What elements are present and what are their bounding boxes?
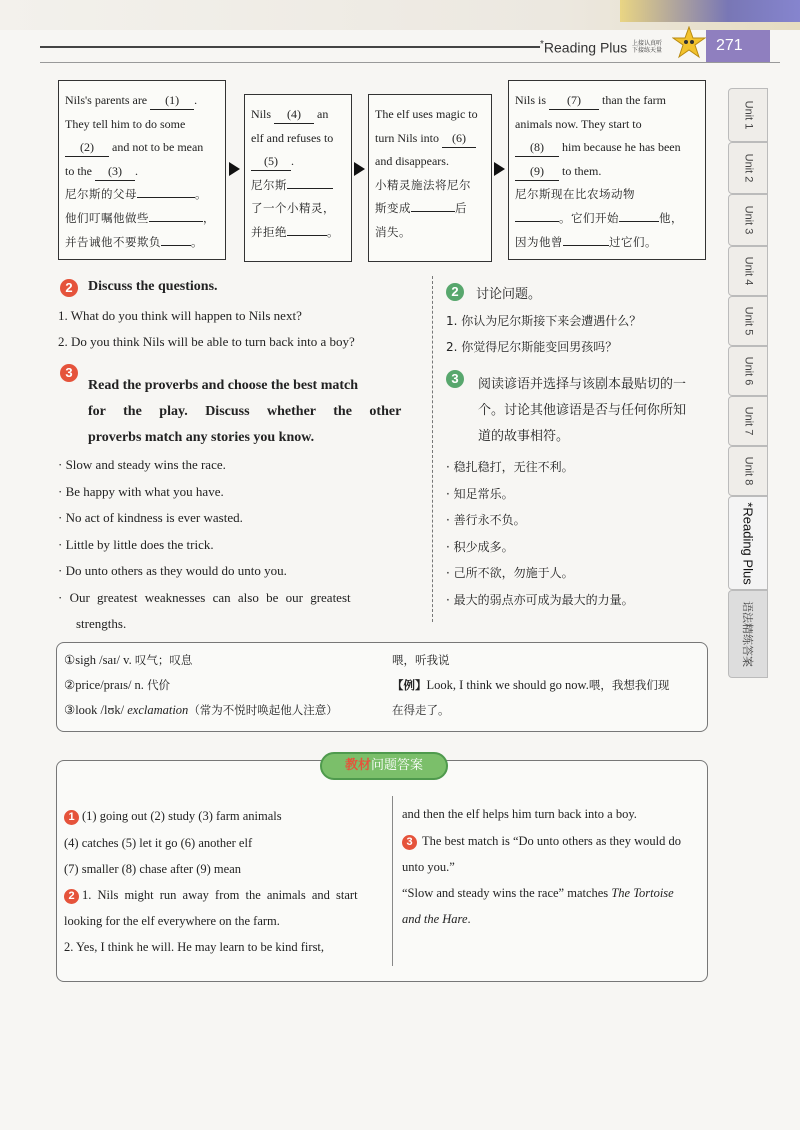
header-rule-thin: [40, 62, 780, 63]
proverb-list-cn: [446, 454, 634, 613]
story-box-2: Nils (4) an elf and refuses to (5) . 尼尔斯 了一个小精灵， 并拒绝 。: [244, 94, 352, 262]
arrow-icon: [229, 162, 240, 176]
tab-unit-4[interactable]: Unit 4: [728, 246, 768, 296]
section-3-title: Read the proverbs and choose the best match for the play. Discuss whether the other proverbs match any stories you know.: [88, 378, 402, 445]
vocab-look-meaning: 喂，听我说: [392, 653, 450, 667]
answer-3-line-2: unto you.”: [402, 860, 455, 874]
story-box-4: Nils is (7) than the farm animals now. They start to (8) him because he has been (9) to them. 尼尔斯现在比农场动物 。它们开始 他， 因为他曾 过它们。: [508, 80, 706, 260]
tab-unit-2[interactable]: Unit 2: [728, 142, 768, 194]
proverb-item-cn: · 积少成多。: [446, 539, 514, 554]
answer-3-line-4: and the Hare.: [402, 912, 471, 926]
star-mascot-icon: [672, 26, 706, 60]
question-1: 1. What do you think will happen to Nils next?: [58, 308, 302, 323]
section-2-title: Discuss the questions.: [88, 279, 218, 294]
answer-1-line-1: (1) going out (2) study (3) farm animals: [82, 809, 282, 823]
blank-1[interactable]: (1): [150, 91, 194, 110]
blank-7[interactable]: (7): [549, 91, 599, 110]
tab-unit-7[interactable]: Unit 7: [728, 396, 768, 446]
story-box-1: Nils's parents are (1) . They tell him to do some (2) and not to be mean to the (3) . 尼尔斯的父母 。 他们叮嘱他做些 ， 并告诫他不要欺负 。: [58, 80, 226, 260]
answer-2-line-4: and then the elf helps him turn back into a boy.: [402, 807, 637, 821]
proverb-item-cn: · 知足常乐。: [446, 486, 514, 501]
blank-9[interactable]: (9): [515, 162, 559, 181]
proverb-item-cn: · 己所不欲，勿施于人。: [446, 566, 574, 580]
blank-4[interactable]: (4): [274, 105, 314, 124]
section-3-number: 3: [60, 364, 78, 382]
proverb-item-cn: · 最大的弱点亦可成为最大的力量。: [446, 592, 634, 607]
proverb-item: · Slow and steady wins the race.: [58, 457, 226, 472]
column-divider: [432, 276, 433, 622]
header-small-text: 上接认真听 下接练天量: [632, 40, 663, 54]
vocab-sigh: ①sigh /saɪ/ v. 叹气；叹息: [64, 653, 193, 667]
section-label: *Reading Plus: [540, 39, 628, 56]
tab-unit-3[interactable]: Unit 3: [728, 194, 768, 246]
blank-6[interactable]: (6): [442, 129, 476, 148]
proverb-item: · Be happy with what you have.: [58, 483, 224, 499]
answer-1-number: 1: [64, 810, 79, 825]
answers-divider: [392, 796, 393, 966]
header-rule: [40, 46, 540, 48]
arrow-icon: [494, 162, 505, 176]
blank-8[interactable]: (8): [515, 138, 559, 157]
vocab-example-cont: 在得走了。: [392, 703, 450, 717]
answer-2-line-3: 2. Yes, I think he will. He may learn to be kind first,: [64, 940, 325, 954]
answer-2-number: 2: [64, 889, 79, 904]
section-3-number-cn: 3: [446, 370, 464, 388]
proverb-item: · Our greatest weaknesses can also be our greatest: [58, 589, 351, 605]
tab-grammar-answers[interactable]: 语法精练答案: [728, 590, 768, 678]
answer-3-line-3: “Slow and steady wins the race” matches The Tortoise: [402, 886, 674, 900]
proverb-list: [58, 452, 351, 638]
section-2-number-cn: 2: [446, 283, 464, 301]
proverb-item: · No act of kindness is ever wasted.: [58, 510, 243, 525]
question-2-cn: 2. 你觉得尼尔斯能变回男孩吗？: [446, 340, 618, 354]
answer-2-line-1: 1. Nils might run away from the animals and start: [82, 888, 358, 902]
proverb-item-cn: · 善行永不负。: [446, 513, 526, 527]
answer-2-line-2: looking for the elf everywhere on the farm.: [64, 914, 280, 928]
question-2: 2. Do you think Nils will be able to turn back into a boy?: [58, 334, 355, 349]
tab-unit-8[interactable]: Unit 8: [728, 446, 768, 496]
answers-tag: 教材问题答案: [320, 752, 448, 780]
proverb-item: strengths.: [76, 616, 127, 631]
page-number: 271: [706, 30, 770, 62]
section-2-number: 2: [60, 279, 78, 297]
tab-unit-5[interactable]: Unit 5: [728, 296, 768, 346]
blank-2[interactable]: (2): [65, 138, 109, 157]
section-2-title-cn: 讨论问题。: [476, 287, 542, 302]
question-1-cn: 1. 你认为尼尔斯接下来会遭遇什么？: [446, 314, 642, 328]
tab-reading-plus[interactable]: *Reading Plus: [728, 496, 768, 590]
answer-3-line-1: The best match is “Do unto others as they would do: [422, 834, 681, 848]
proverb-item: · Do unto others as they would do unto you.: [58, 563, 287, 578]
tab-unit-6[interactable]: Unit 6: [728, 346, 768, 396]
answer-1-line-2: (4) catches (5) let it go (6) another elf: [64, 836, 253, 850]
blank-5[interactable]: (5): [251, 152, 291, 171]
top-color-strip: [620, 0, 800, 22]
proverb-item-cn: · 稳扎稳打，无往不利。: [446, 460, 574, 474]
vocab-look: ③look /lʊk/ exclamation（常为不悦时唤起他人注意）: [64, 703, 338, 717]
story-box-3: The elf uses magic to turn Nils into (6) and disappears. 小精灵施法将尼尔 斯变成 后 消失。: [368, 94, 492, 262]
tab-unit-1[interactable]: Unit 1: [728, 88, 768, 142]
answer-3-number: 3: [402, 835, 417, 850]
blank-3[interactable]: (3): [95, 162, 135, 181]
answer-1-line-3: (7) smaller (8) chase after (9) mean: [64, 862, 241, 876]
proverb-item: · Little by little does the trick.: [58, 536, 214, 552]
vocab-example: 【例】Look, I think we should go now.喂，我想我们现: [392, 678, 670, 692]
arrow-icon: [354, 162, 365, 176]
section-3-title-cn: 阅读谚语并选择与该剧本最贴切的一 个。讨论其他谚语是否与任何你所知 道的故事相符。: [478, 377, 687, 444]
vocab-price: ②price/praɪs/ n. 代价: [64, 678, 171, 692]
